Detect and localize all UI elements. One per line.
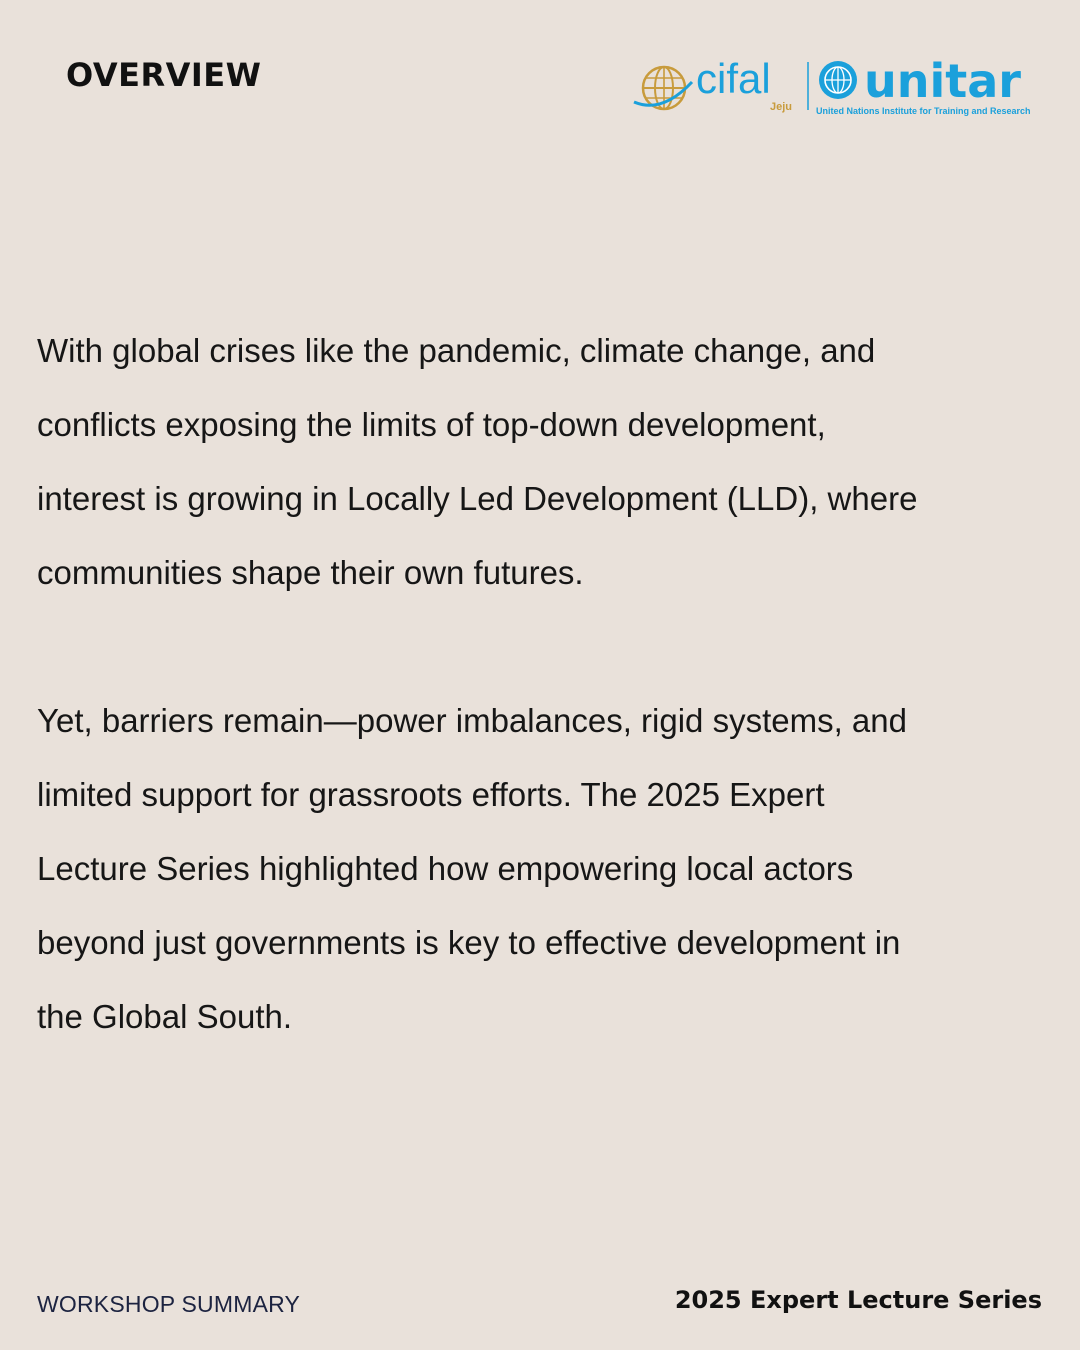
paragraph-barriers: Yet, barriers remain—power imbalances, rigid systems, and limited support for grassroots efforts. The 2025 Expert Lecture Series highlighted how empowering local actors beyond just governments is key to effective development in the Global South.: [37, 702, 907, 1035]
footer-series-label: 2025 Expert Lecture Series: [674, 1286, 1042, 1314]
un-emblem-icon: [819, 61, 857, 99]
partner-logos: [632, 56, 1032, 120]
unitar-tagline: United Nations Institute for Training and Research: [816, 106, 1031, 116]
unitar-wordmark: unitar: [864, 56, 1021, 108]
paragraph-llm-intro: With global crises like the pandemic, climate change, and conflicts exposing the limits of top-down development, interest is growing in Locally Led Development (LLD), where communities shape their own futures.: [37, 332, 918, 591]
cifal-globe-icon: [634, 67, 692, 109]
cifal-wordmark: cifal: [696, 56, 771, 102]
overview-body: [37, 314, 937, 1054]
section-title: OVERVIEW: [66, 56, 262, 94]
cifal-city: Jeju: [770, 101, 793, 113]
footer-workshop-label: WORKSHOP SUMMARY: [37, 1291, 301, 1317]
logo-group: [632, 56, 1032, 120]
